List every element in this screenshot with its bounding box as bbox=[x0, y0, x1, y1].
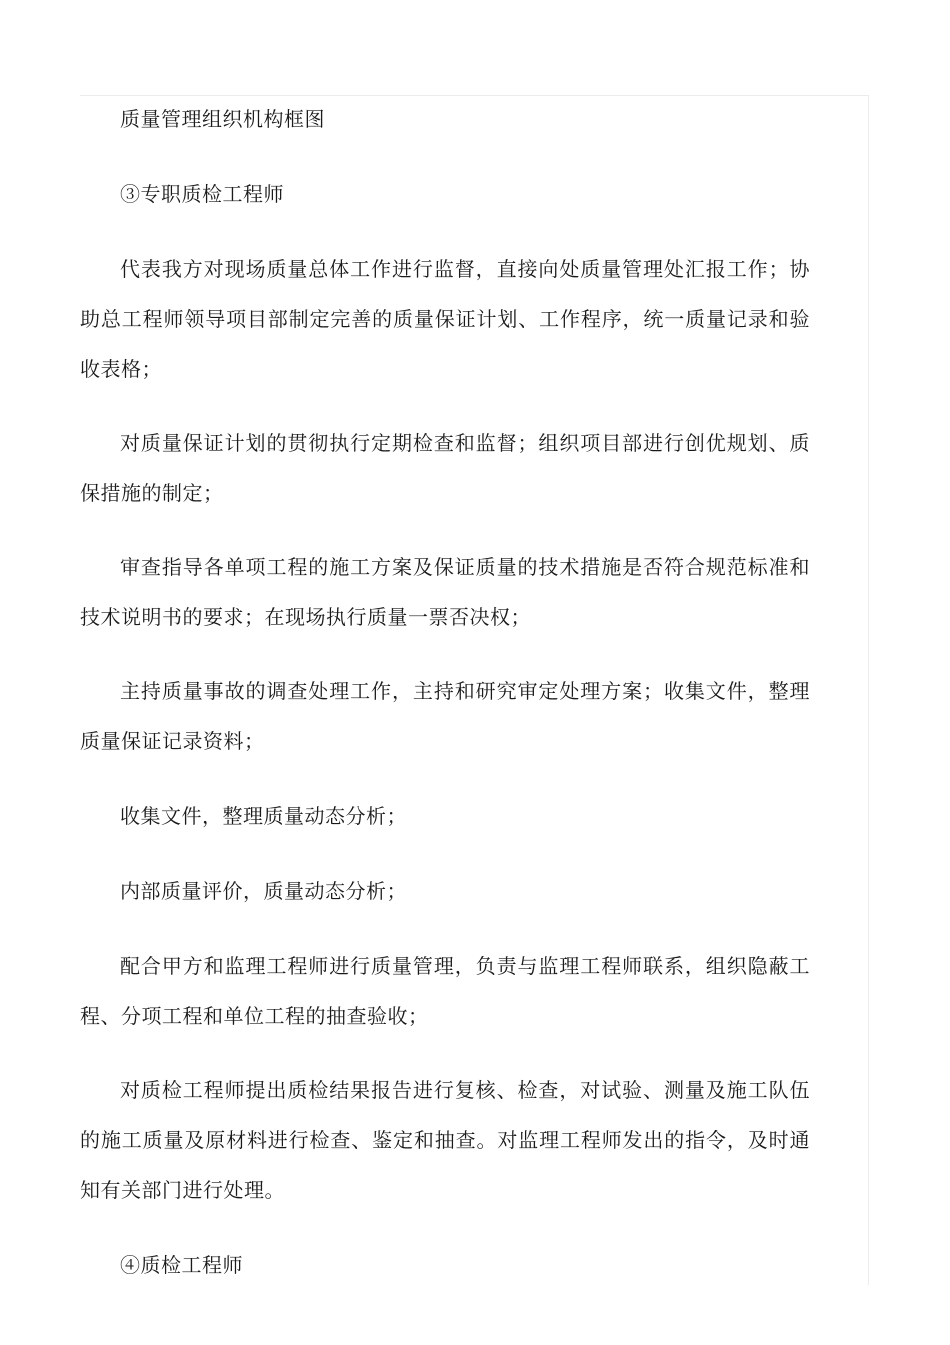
paragraph: 代表我方对现场质量总体工作进行监督，直接向处质量管理处汇报工作；协助总工程师领导项目部制定完善的质量保证计划、工作程序，统一质量记录和验收表格； bbox=[80, 257, 810, 381]
paragraph: 对质检工程师提出质检结果报告进行复核、检查，对试验、测量及施工队伍的施工质量及原材料进行检查、鉴定和抽查。对监理工程师发出的指令，及时通知有关部门进行处理。 bbox=[80, 1078, 810, 1202]
figure-caption: 质量管理组织机构框图 bbox=[120, 107, 325, 131]
paragraph: 对质量保证计划的贯彻执行定期检查和监督；组织项目部进行创优规划、质保措施的制定； bbox=[80, 431, 810, 505]
document-page bbox=[80, 95, 869, 1285]
paragraph: 配合甲方和监理工程师进行质量管理，负责与监理工程师联系，组织隐蔽工程、分项工程和单位工程的抽查验收； bbox=[80, 954, 810, 1028]
paragraph: 主持质量事故的调查处理工作，主持和研究审定处理方案；收集文件，整理质量保证记录资料； bbox=[80, 679, 810, 753]
paragraph: 审查指导各单项工程的施工方案及保证质量的技术措施是否符合规范标准和技术说明书的要求；在现场执行质量一票否决权； bbox=[80, 555, 810, 629]
paragraph: 内部质量评价，质量动态分析； bbox=[120, 879, 407, 903]
section-heading: ④质检工程师 bbox=[120, 1253, 243, 1277]
section-heading: ③专职质检工程师 bbox=[120, 182, 284, 206]
paragraph: 收集文件，整理质量动态分析； bbox=[120, 804, 407, 828]
